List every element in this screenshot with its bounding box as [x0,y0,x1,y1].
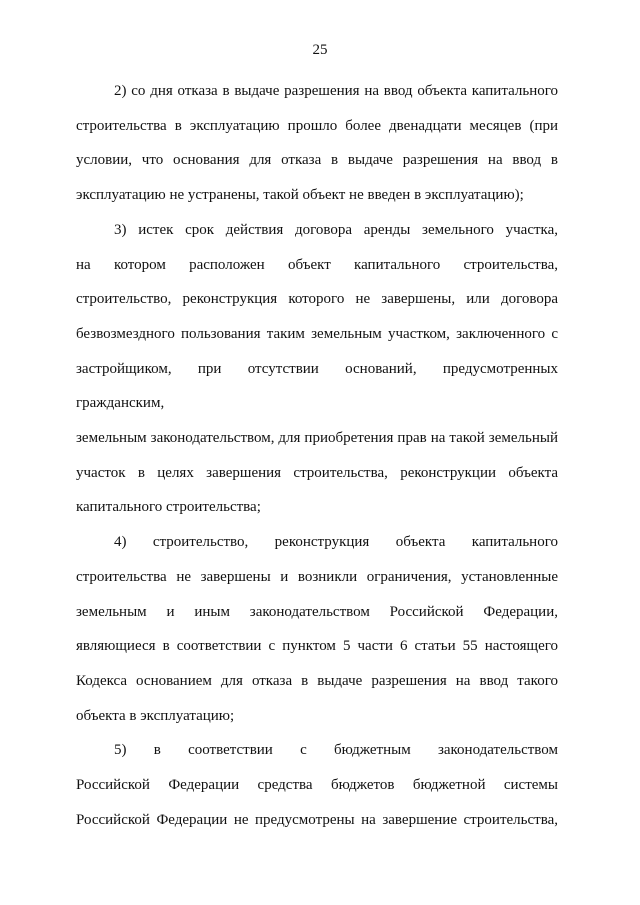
text-line: 5) в соответствии с бюджетным законодательством [114,742,558,759]
text-line: участок в целях завершения строительства, реконструкции объекта [76,464,558,481]
text-line: эксплуатацию не устранены, такой объект не введен в эксплуатацию); [76,187,524,204]
text-line: строительства не завершены и возникли ограничения, установленные [76,568,558,585]
text-line: на котором расположен объект капитального строительства, [76,256,558,273]
text-line: капитального строительства; [76,499,261,516]
text-line: земельным и иным законодательством Российской Федерации, [76,603,558,620]
text-line: строительство, реконструкция которого не завершены, или договора [76,291,558,308]
paragraph-item-2 [76,74,558,213]
text-line: 4) строительство, реконструкция объекта капитального [114,534,558,551]
text-line: объекта в эксплуатацию; [76,707,235,724]
text-line: строительства в эксплуатацию прошло более двенадцати месяцев (при [76,117,558,134]
text-line: Российской Федерации средства бюджетов бюджетной системы [76,777,558,794]
text-line: 2) со дня отказа в выдаче разрешения на ввод объекта капитального [114,83,558,99]
text-line: безвозмездного пользования таким земельным участком, заключенного с [76,325,558,342]
text-line: 3) истек срок действия договора аренды земельного участка, [114,221,558,238]
page-number: 25 [312,42,328,58]
paragraph-item-4 [76,525,558,733]
text-line: застройщиком, при отсутствии оснований, предусмотренных гражданским, [76,360,558,412]
paragraph-item-5 [76,733,558,837]
text-line: Кодекса основанием для отказа в выдаче разрешения на ввод такого [76,672,558,689]
document-body [76,74,558,837]
text-line: земельным законодательством, для приобретения прав на такой земельный [76,430,558,447]
text-line: являющиеся в соответствии с пунктом 5 части 6 статьи 55 настоящего [76,638,558,655]
text-line: Российской Федерации не предусмотрены на завершение строительства, [76,811,558,828]
paragraph-item-3 [76,213,558,525]
text-line: условии, что основания для отказа в выдаче разрешения на ввод в [76,152,558,169]
